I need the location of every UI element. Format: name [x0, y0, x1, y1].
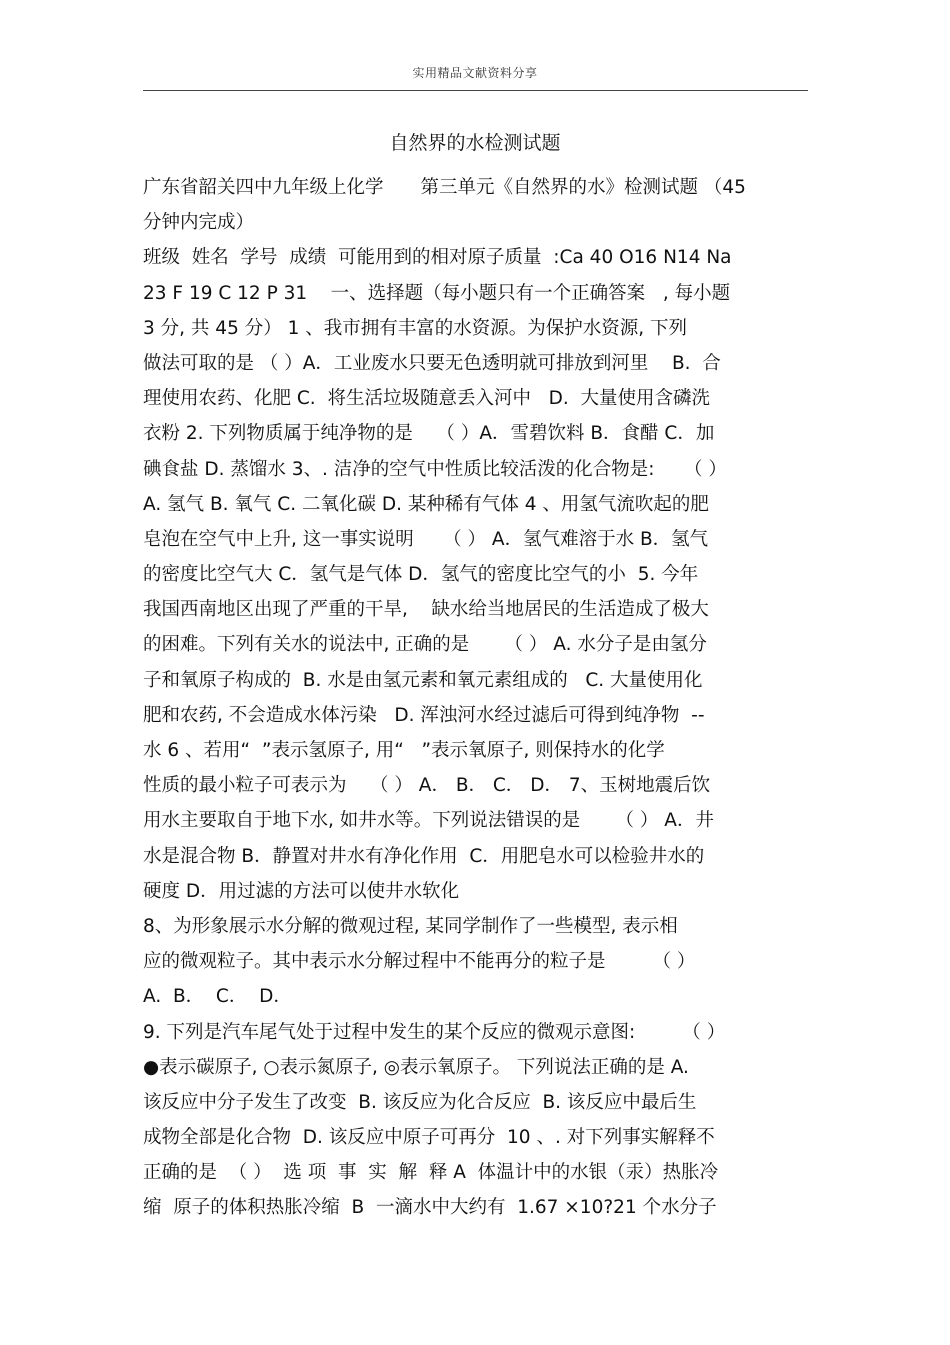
text-line: 3 分, 共 45 分） 1 、我市拥有丰富的水资源。为保护水资源, 下列 [143, 317, 688, 339]
text-line: A. 氢气 B. 氧气 C. 二氧化碳 D. 某种稀有气体 4 、用氢气流吹起的肥 [143, 493, 709, 515]
text-line: 缩 原子的体积热胀冷缩 B 一滴水中大约有 1.67 ×10?21 个水分子 [143, 1197, 717, 1219]
text-line: 性质的最小粒子可表示为 （ ） A． B． C． D． 7、玉树地震后饮 [143, 775, 711, 797]
text-line: 该反应中分子发生了改变 B. 该反应为化合反应 B. 该反应中最后生 [143, 1091, 697, 1113]
text-line: 广东省韶关四中九年级上化学 第三单元《自然界的水》检测试题 （45 [143, 177, 746, 198]
text-line: 分钟内完成） [143, 212, 255, 234]
text-line: 应的微观粒子。其中表示水分解过程中不能再分的粒子是 （ ） [143, 951, 696, 973]
text-line: 用水主要取自于地下水, 如井水等。下列说法错误的是 （ ） A．井 [143, 810, 714, 832]
text-line: 的困难。下列有关水的说法中, 正确的是 （ ） A. 水分子是由氢分 [143, 634, 707, 656]
page-header: 实用精品文献资料分享 [412, 66, 538, 80]
text-line: 班级 姓名 学号 成绩 可能用到的相对原子质量 :Ca 40 O16 N14 Na [143, 247, 732, 269]
text-line: 8、为形象展示水分解的微观过程, 某同学制作了一些模型, 表示相 [143, 915, 678, 937]
text-line: 的密度比空气大 C．氢气是气体 D．氢气的密度比空气的小 5. 今年 [143, 564, 699, 586]
text-line: A. B． C． D． [143, 986, 292, 1008]
text-line: ●表示碳原子, ○表示氮原子, ◎表示氧原子。 下列说法正确的是 A. [143, 1056, 689, 1078]
text-line: 9. 下列是汽车尾气处于过程中发生的某个反应的微观示意图: （ ） [143, 1021, 726, 1043]
document-title: 自然界的水检测试题 [389, 132, 561, 154]
text-line: 水是混合物 B．静置对井水有净化作用 C．用肥皂水可以检验井水的 [143, 845, 705, 867]
text-line: 做法可取的是 （ ）A．工业废水只要无色透明就可排放到河里 B. 合 [143, 352, 721, 374]
text-line: 成物全部是化合物 D. 该反应中原子可再分 10 、. 对下列事实解释不 [143, 1127, 715, 1149]
header-divider [143, 90, 808, 91]
document-body [143, 170, 813, 1226]
text-line: 子和氧原子构成的 B. 水是由氢元素和氧元素组成的 C. 大量使用化 [143, 669, 703, 691]
text-line: 衣粉 2. 下列物质属于纯净物的是 （ ）A．雪碧饮料 B．食醋 C．加 [143, 423, 715, 445]
text-line: 正确的是 （ ） 选 项 事 实 解 释 A 体温计中的水银（汞）热胀冷 [143, 1162, 719, 1184]
text-line: 硬度 D．用过滤的方法可以使井水软化 [143, 880, 460, 902]
text-line: 水 6 、若用“ ”表示氢原子, 用“ ”表示氧原子, 则保持水的化学 [143, 740, 665, 761]
text-line: 23 F 19 C 12 P 31 一、选择题（每小题只有一个正确答案 , 每小题 [143, 282, 731, 304]
text-line: 碘食盐 D. 蒸馏水 3、. 洁净的空气中性质比较活泼的化合物是: （ ） [143, 458, 727, 480]
text-line: 肥和农药, 不会造成水体污染 D. 浑浊河水经过滤后可得到纯净物 -- [143, 704, 705, 726]
text-line: 理使用农药、化肥 C. 将生活垃圾随意丢入河中 D. 大量使用含磷洗 [143, 388, 710, 410]
text-line: 皂泡在空气中上升, 这一事实说明 （ ） A．氢气难溶于水 B．氢气 [143, 528, 709, 550]
text-line: 我国西南地区出现了严重的干旱, 缺水给当地居民的生活造成了极大 [143, 599, 709, 621]
